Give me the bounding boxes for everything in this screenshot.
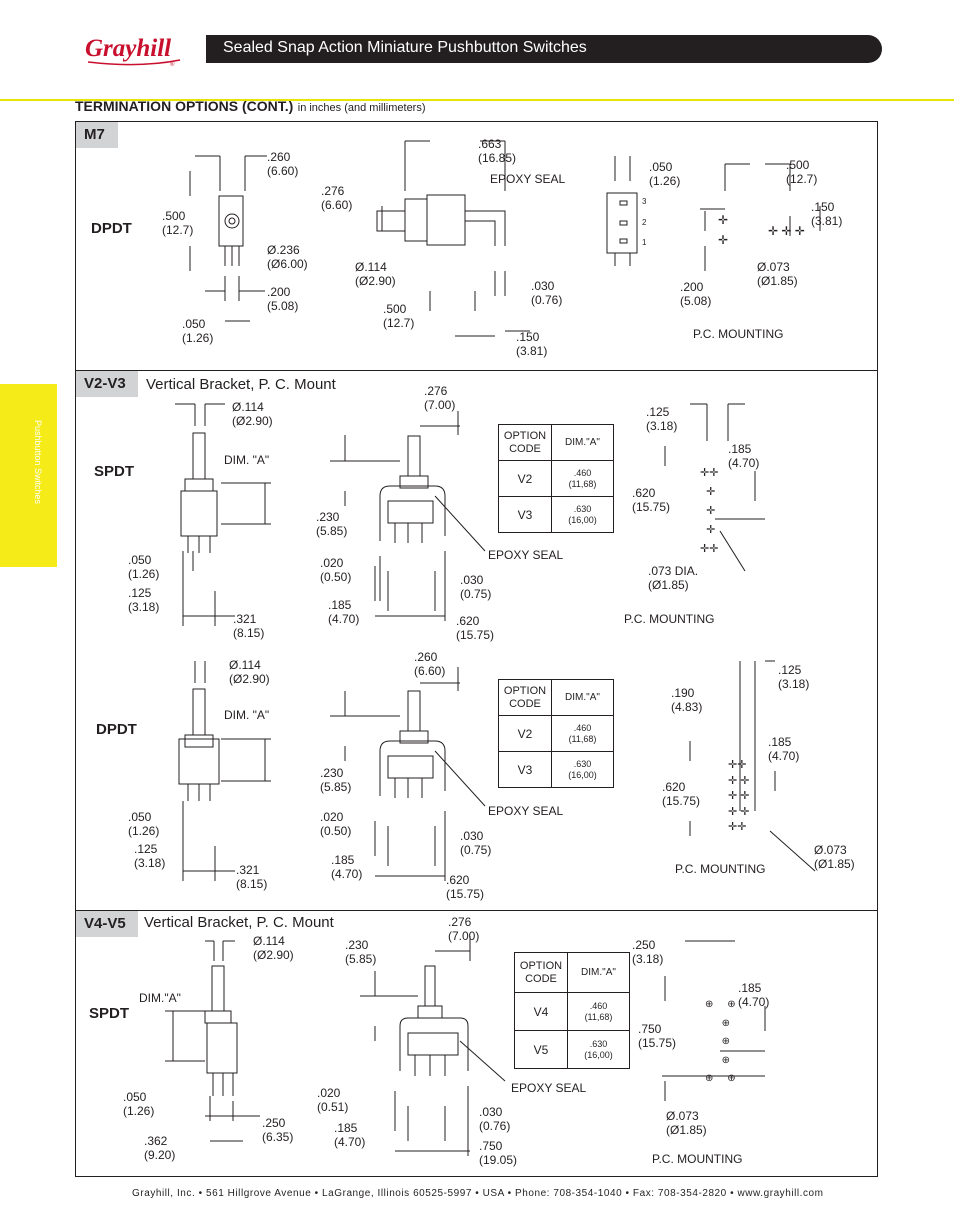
m7-dim-14: .500 (12.7) bbox=[786, 158, 818, 186]
v2v3-spdt-dim-3: .050 (1.26) bbox=[128, 553, 160, 581]
m7-dim-17: .200 (5.08) bbox=[680, 280, 712, 308]
v2v3-spdt-dim-4: .125 (3.18) bbox=[128, 586, 160, 614]
dim-a-v5: .630 (16,00) bbox=[568, 1031, 630, 1069]
v2v3-dpdt-dim-7: .230 (5.85) bbox=[320, 766, 352, 794]
v4v5-drawing bbox=[75, 911, 878, 1177]
v4v5-option-table bbox=[514, 952, 630, 1069]
v2v3-dpdt-dim-11: .620 (15.75) bbox=[446, 873, 485, 901]
v4v5-dim-7: .230 (5.85) bbox=[345, 938, 377, 966]
svg-text:Grayhill: Grayhill bbox=[85, 35, 172, 62]
m7-dim-15: .150 (3.81) bbox=[811, 200, 843, 228]
v4v5-dim-17: P.C. MOUNTING bbox=[652, 1152, 743, 1166]
v2v3-dpdt-dim-15: .185 (4.70) bbox=[768, 735, 800, 763]
m7-dim-5: .050 (1.26) bbox=[182, 317, 214, 345]
v2v3-spdt-dim-8: .020 (0.50) bbox=[320, 556, 352, 584]
v4v5-title: Vertical Bracket, P. C. Mount bbox=[144, 914, 334, 931]
v2v3-dpdt-dim-6: .260 (6.60) bbox=[414, 650, 446, 678]
v2v3-spdt-dim-6: .276 (7.00) bbox=[424, 384, 456, 412]
v2v3-dpdt-dim-3: .050 (1.26) bbox=[128, 810, 160, 838]
header-title: Sealed Snap Action Miniature Pushbutton Switches bbox=[223, 39, 587, 56]
v4v5-dim-8: .020 (0.51) bbox=[317, 1086, 349, 1114]
option-code-v2: V2 bbox=[499, 716, 552, 752]
v2v3-spdt-holes: ✛✛ ✛ ✛ ✛ ✛✛ bbox=[700, 467, 719, 555]
dim-a-header: DIM."A" bbox=[552, 425, 614, 461]
option-code-header: OPTION CODE bbox=[499, 680, 552, 716]
m7-dim-1: .260 (6.60) bbox=[267, 150, 299, 178]
v2v3-dpdt-option-table bbox=[498, 679, 614, 788]
v4v5-dim-1: Ø.114 (Ø2.90) bbox=[253, 934, 294, 962]
option-code-v3: V3 bbox=[499, 752, 552, 788]
m7-dim-2: .500 (12.7) bbox=[162, 209, 194, 237]
v2v3-code: V2-V3 bbox=[76, 371, 138, 397]
v2v3-dpdt-dim-13: .125 (3.18) bbox=[778, 663, 810, 691]
dim-a-header: DIM."A" bbox=[568, 953, 630, 993]
option-code-v5: V5 bbox=[515, 1031, 568, 1069]
m7-dim-16: Ø.073 (Ø1.85) bbox=[757, 260, 798, 288]
v2v3-spdt-dim-5: .321 (8.15) bbox=[233, 612, 265, 640]
m7-config: DPDT bbox=[91, 220, 132, 237]
v4v5-dim-5: .362 (9.20) bbox=[144, 1134, 176, 1162]
m7-dim-7: EPOXY SEAL bbox=[490, 172, 566, 186]
m7-pin-1: 1 bbox=[642, 238, 647, 247]
v4v5-dim-11: .750 (19.05) bbox=[479, 1139, 518, 1167]
m7-dim-8: .276 (6.60) bbox=[321, 184, 353, 212]
v2v3-spdt-dim-15: .620 (15.75) bbox=[632, 486, 671, 514]
v2v3-spdt-dim-7: .230 (5.85) bbox=[316, 510, 348, 538]
v4v5-dim-2: DIM."A" bbox=[139, 991, 181, 1005]
m7-dim-11: .500 (12.7) bbox=[383, 302, 415, 330]
footer-address: Grayhill, Inc. • 561 Hillgrove Avenue • LaGrange, Illinois 60525-5997 • USA • Phone: 708-354-1040 • Fax: 708-354-2820 • www.grayhill.com bbox=[132, 1188, 824, 1199]
v2v3-spdt-dim-17: P.C. MOUNTING bbox=[624, 612, 715, 626]
v2v3-dpdt-dim-10: .185 (4.70) bbox=[331, 853, 363, 881]
m7-crosses: ✛ bbox=[718, 213, 729, 227]
m7-dim-10: .030 (0.76) bbox=[531, 279, 563, 307]
v2v3-dpdt-dim-2: DIM. "A" bbox=[224, 708, 270, 722]
v4v5-dim-16: Ø.073 (Ø1.85) bbox=[666, 1109, 707, 1137]
v2v3-spdt-dim-13: .125 (3.18) bbox=[646, 405, 678, 433]
m7-dim-6: .663 (16.85) bbox=[478, 137, 517, 165]
dim-a-v4: .460 (11,68) bbox=[568, 993, 630, 1031]
v2v3-spdt-dim-16: .073 DIA. (Ø1.85) bbox=[648, 564, 699, 592]
m7-crosses-2: ✛ bbox=[718, 233, 729, 247]
v2v3-dpdt-dim-4: .125 (3.18) bbox=[134, 842, 166, 870]
v2v3-dpdt-dim-17: Ø.073 (Ø1.85) bbox=[814, 843, 855, 871]
v4v5-config: SPDT bbox=[89, 1005, 130, 1022]
section-heading bbox=[75, 98, 426, 116]
v2v3-dpdt-dim-1: Ø.114 (Ø2.90) bbox=[229, 658, 270, 686]
v4v5-dim-3: .050 (1.26) bbox=[123, 1090, 155, 1118]
option-code-v2: V2 bbox=[499, 461, 552, 497]
m7-dim-12: .150 (3.81) bbox=[516, 330, 548, 358]
v2v3-spdt-dim-14: .185 (4.70) bbox=[728, 442, 760, 470]
v4v5-dim-4: .250 (6.35) bbox=[262, 1116, 294, 1144]
v4v5-dim-10: .185 (4.70) bbox=[334, 1121, 366, 1149]
v2v3-title: Vertical Bracket, P. C. Mount bbox=[146, 376, 336, 393]
side-tab bbox=[0, 384, 57, 567]
v4v5-dim-12: EPOXY SEAL bbox=[511, 1081, 587, 1095]
m7-dim-3: Ø.236 (Ø6.00) bbox=[267, 243, 308, 271]
v4v5-holes: ⊕ ⊕ ⊕ ⊕ ⊕ ⊕ ⊕ bbox=[705, 999, 736, 1084]
dim-a-v3: .630 (16,00) bbox=[552, 752, 614, 788]
v2v3-spdt-option-table bbox=[498, 424, 614, 533]
option-code-header: OPTION CODE bbox=[515, 953, 568, 993]
v2v3-dpdt-dim-18: P.C. MOUNTING bbox=[675, 862, 766, 876]
dim-a-v2: .460 (11,68) bbox=[552, 716, 614, 752]
v2v3-spdt-dim-11: .620 (15.75) bbox=[456, 614, 495, 642]
v2v3-spdt-dim-1: Ø.114 (Ø2.90) bbox=[232, 400, 273, 428]
dim-a-v2: .460 (11,68) bbox=[552, 461, 614, 497]
m7-pin-2: 2 bbox=[642, 218, 647, 227]
v2v3-spdt-dim-10: .185 (4.70) bbox=[328, 598, 360, 626]
v2v3-spdt-dim-2: DIM. "A" bbox=[224, 453, 270, 467]
section-heading-units: in inches (and millimeters) bbox=[297, 102, 426, 114]
v4v5-dim-13: .250 (3.18) bbox=[632, 938, 664, 966]
v2v3-dpdt-dim-16: .620 (15.75) bbox=[662, 780, 701, 808]
side-tab-label: Pushbutton Switches bbox=[33, 420, 43, 505]
m7-dim-9: Ø.114 (Ø2.90) bbox=[355, 260, 396, 288]
svg-text:®: ® bbox=[170, 62, 175, 68]
m7-dim-18: P.C. MOUNTING bbox=[693, 327, 784, 341]
option-code-v4: V4 bbox=[515, 993, 568, 1031]
dim-a-v3: .630 (16,00) bbox=[552, 497, 614, 533]
v4v5-dim-14: .185 (4.70) bbox=[738, 981, 770, 1009]
option-code-v3: V3 bbox=[499, 497, 552, 533]
v2v3-dpdt-dim-9: .030 (0.75) bbox=[460, 829, 492, 857]
v2v3-dpdt-holes: ✛✛ ✛ ✛ ✛ ✛ ✛ ✛ ✛✛ bbox=[728, 759, 750, 833]
m7-dim-13: .050 (1.26) bbox=[649, 160, 681, 188]
v4v5-dim-6: .276 (7.00) bbox=[448, 915, 480, 943]
v2v3-dpdt-dim-8: .020 (0.50) bbox=[320, 810, 352, 838]
option-code-header: OPTION CODE bbox=[499, 425, 552, 461]
v2v3-spdt-dim-9: .030 (0.75) bbox=[460, 573, 492, 601]
m7-pin-3: 3 bbox=[642, 197, 647, 206]
v2v3-dpdt-config: DPDT bbox=[96, 721, 137, 738]
m7-code: M7 bbox=[76, 122, 118, 148]
v2v3-dpdt-dim-12: EPOXY SEAL bbox=[488, 804, 564, 818]
m7-dim-4: .200 (5.08) bbox=[267, 285, 299, 313]
m7-crosses-3: ✛ ✛ ✛ bbox=[768, 224, 805, 238]
v4v5-dim-15: .750 (15.75) bbox=[638, 1022, 677, 1050]
section-heading-title: TERMINATION OPTIONS (CONT.) bbox=[75, 98, 294, 114]
v2v3-dpdt-dim-5: .321 (8.15) bbox=[236, 863, 268, 891]
v4v5-dim-9: .030 (0.76) bbox=[479, 1105, 511, 1133]
grayhill-logo bbox=[80, 30, 190, 70]
v2v3-spdt-dim-12: EPOXY SEAL bbox=[488, 548, 564, 562]
dim-a-header: DIM."A" bbox=[552, 680, 614, 716]
v2v3-spdt-config: SPDT bbox=[94, 463, 135, 480]
v4v5-code: V4-V5 bbox=[76, 911, 138, 937]
v2v3-dpdt-dim-14: .190 (4.83) bbox=[671, 686, 703, 714]
